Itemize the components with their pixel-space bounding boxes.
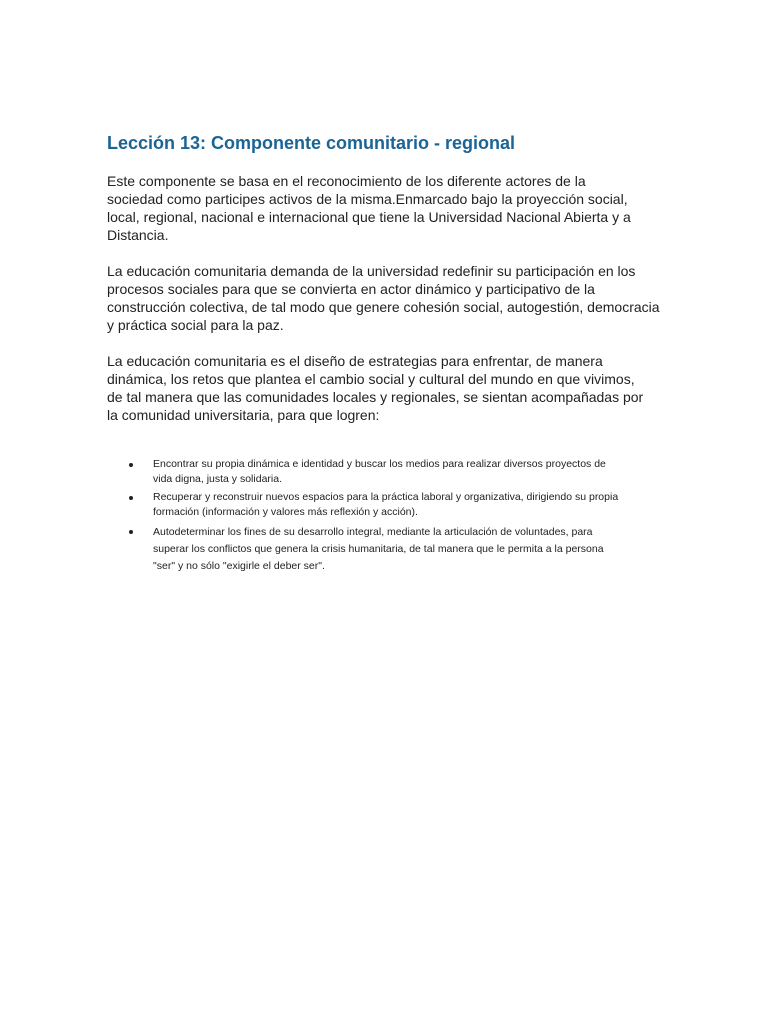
paragraph-community-strategy: La educación comunitaria es el diseño de estrategias para enfrentar, de manera dinámica, los retos que plantea el cambio social y cultural del mundo en que vivimos, de tal manera que las comunidades locales y regionales, se sientan acompañadas por la comunidad universitaria, para que logren: xyxy=(107,353,644,423)
list-item-text: Encontrar su propia dinámica e identidad y buscar los medios para realizar diversos proyectos de vida digna, justa y solidaria. xyxy=(153,458,606,485)
bullet-dot-icon xyxy=(129,496,133,500)
paragraph-intro: Este componente se basa en el reconocimiento de los diferente actores de la sociedad como participes activos de la misma.Enmarcado bajo la proyección social, local, regional, nacional e internacional que tiene la Universidad Nacional Abierta y a Distancia. xyxy=(107,173,631,243)
bullet-dot-icon xyxy=(129,530,133,534)
bullet-dot-icon xyxy=(129,463,133,467)
goals-list xyxy=(107,457,627,575)
list-item-text: Recuperar y reconstruir nuevos espacios para la práctica laboral y organizativa, dirigiendo su propia formación (información y valores más reflexión y acción). xyxy=(153,491,619,518)
document-content xyxy=(107,131,667,578)
list-item-text: Autodeterminar los fines de su desarrollo integral, mediante la articulación de voluntades, para superar los conflictos que genera la crisis humanitaria, de tal manera que le permita a la persona "ser" y no sólo "exigirle el deber ser". xyxy=(153,526,604,572)
list-item xyxy=(107,490,627,520)
lesson-title: Lección 13: Componente comunitario - regional xyxy=(107,133,516,153)
paragraph-community-demand: La educación comunitaria demanda de la universidad redefinir su participación en los procesos sociales para que se convierta en actor dinámico y participativo de la construcción colectiva, de tal modo que genere cohesión social, autogestión, democracia y práctica social para la paz. xyxy=(107,263,660,333)
list-item xyxy=(107,457,627,487)
list-item xyxy=(107,524,627,575)
